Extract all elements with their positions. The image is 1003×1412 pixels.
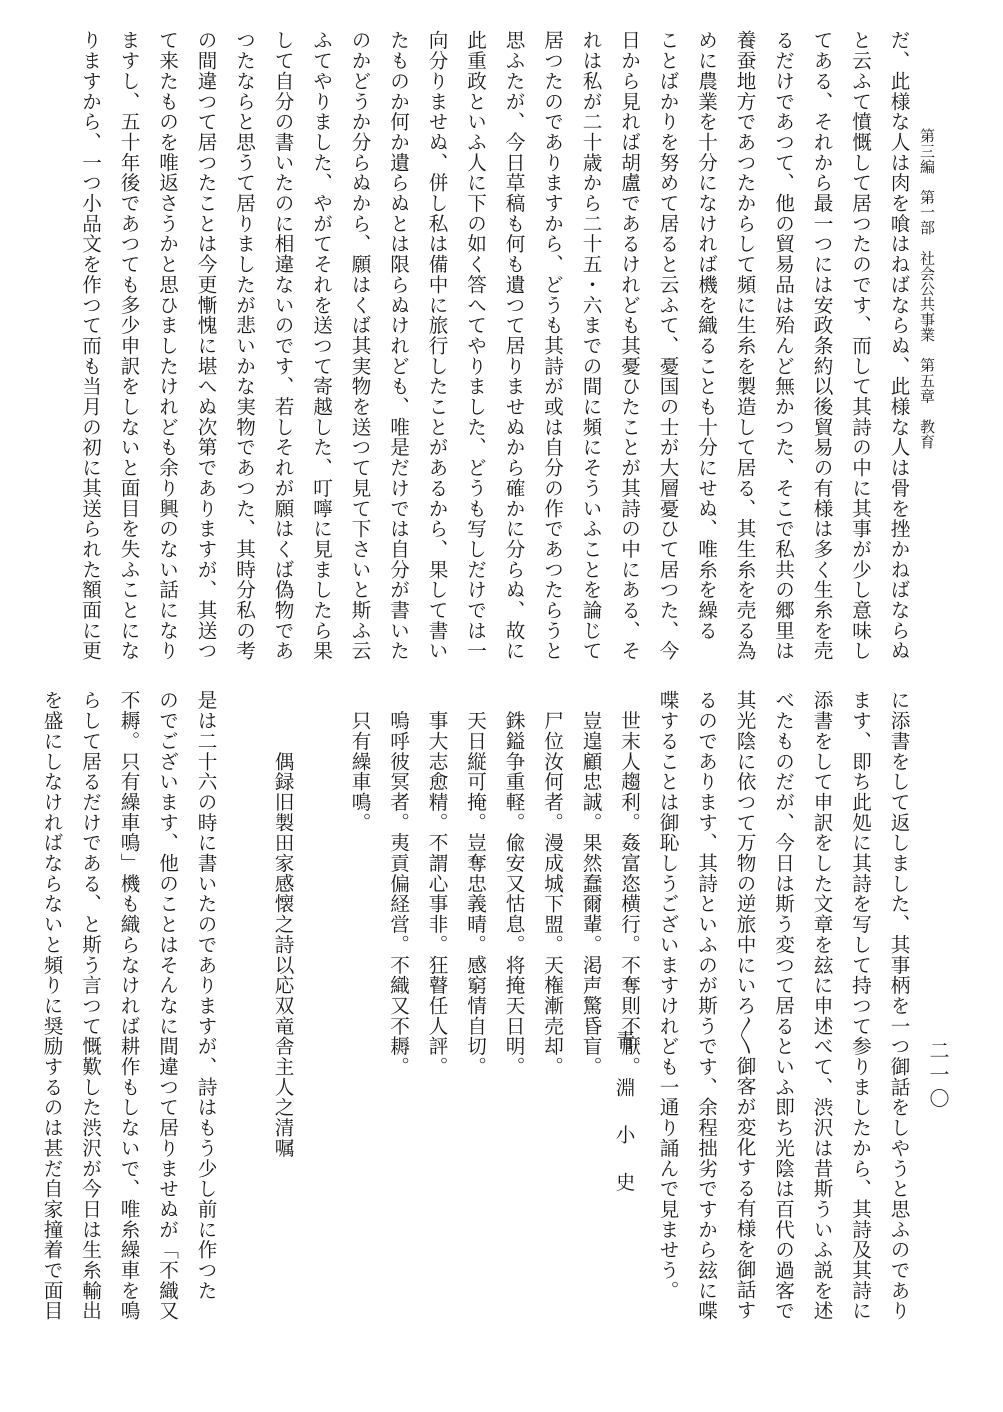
text-column: 日から見れば胡盧であるけれども其憂ひたことが其詩の中にある、そ — [617, 30, 641, 661]
text-column: 思ふたが、今日草稿も何も遺つて居りませぬから確かに分らぬ、故に — [502, 30, 525, 661]
text-column: 不耨。只有繰車鳴」機も織らなければ耕作もしないで、唯糸繰車を鳴 — [117, 690, 140, 1321]
text-column: 偶録旧製田家感懐之詩以応双竜舎主人之清嘱 — [271, 690, 294, 1159]
text-column: 豈遑顧忠誠。果然蠢爾輩。渇声驚昏盲。 — [579, 690, 602, 1077]
text-column: ますし、五十年後であつても多少申訳をしないと面目を失ふことにな — [117, 30, 140, 661]
text-column: 此重政といふ人に下の如く答へてやりました、どうも写しだけでは一 — [463, 30, 487, 661]
text-column: て来たものを唯返さうかと思ひましたけれども余り興のない話になり — [155, 30, 179, 661]
text-column: ます、即ち此処に其詩を写して持つて参りましたから、其詩及其詩に — [848, 690, 872, 1321]
text-column: 尸位汝何者。漫成城下盟。天権漸売却。 — [540, 690, 564, 1077]
text-column: 是は二十六の時に書いたのでありますが、詩はもう少し前に作つた — [194, 690, 217, 1301]
text-column: 世末人趨利。姦富恣横行。不奪則不厭。 — [617, 690, 641, 1077]
text-column: つたならと思うて居りましたが悲いかな実物であつた、其時分私の考 — [232, 30, 256, 661]
text-column: 事大志愈精。不謂心事非。狂瞽任人評。 — [425, 690, 448, 1077]
text-column: 天日縦可掩。豈奪忠義晴。感窮情自切。 — [463, 690, 487, 1077]
text-column: らして居るだけである、と斯う言つて慨歎した渋沢が今日は生糸輸出 — [78, 690, 102, 1321]
text-column: べたものだが、今日は斯う変つて居るといふ即ち光陰は百代の過客で — [771, 690, 795, 1321]
text-column: ふてやりました、やがてそれを送つて寄越した、叮嚀に見ましたら果 — [309, 30, 333, 661]
text-column: りますから、一つ小品文を作つて而も当月の初に其送られた額面に更 — [78, 30, 102, 661]
running-head: 第三編 第一部 社会公共事業 第五章 教育 — [918, 128, 936, 450]
text-column: るのであります、其詩といふのが斯うです、余程拙劣ですから玆に喋 — [694, 690, 718, 1321]
text-column: 養蚕地方であつたからして頻に生糸を製造して居る、其生糸を売る為 — [733, 30, 756, 661]
text-column: 其光陰に依つて万物の逆旅中にいろ〳〵御客が変化する有様を御話す — [733, 690, 756, 1321]
text-column: めに農業を十分になければ機を織ることも十分にせぬ、唯糸を繰る — [694, 30, 718, 641]
text-column: 向分りませぬ、併し私は備中に旅行したことがあるから、果して書い — [425, 30, 448, 661]
text-column: 嗚呼彼冥者。夷貢偏経営。不織又不耨。 — [386, 690, 410, 1077]
text-column: るだけであつて、他の貿易品は殆んど無かつた、そこで私共の郷里は — [771, 30, 795, 661]
text-column: のでございます、他のことはそんなに間違つて居りませぬが「不織又 — [155, 690, 179, 1321]
text-column: てある、それから最一つには安政条約以後貿易の有様は多く生糸を売 — [810, 30, 833, 661]
text-column: だ、此様な人は肉を喰はねばならぬ、此様な人は骨を挫かねばならぬ — [887, 30, 910, 661]
text-column: の間違つて居つたことは今更慚愧に堪へぬ次第でありますが、其送つ — [194, 30, 217, 661]
text-column: に添書をして返しました、其事柄を一つ御話をしやうと思ふのであり — [887, 690, 910, 1321]
text-column: 銖鎰争重軽。偸安又怙息。将掩天日明。 — [502, 690, 525, 1077]
text-column: して自分の書いたのに相違ないのです、若しそれが願はくば偽物であ — [271, 30, 294, 661]
text-column: のかどうか分らぬから、願はくば其実物を送つて見て下さいと斯ふ云 — [348, 30, 371, 661]
text-column: れは私が二十歳から二十五・六までの間に頻にそういふことを論じて — [579, 30, 602, 661]
text-column: を盛にしなければならないと頻りに奨励するのは甚だ自家撞着で面目 — [40, 690, 63, 1321]
text-column: 居つたのでありますから、どうも其詩が或は自分の作であつたらうと — [540, 30, 564, 661]
text-column: たものか何か遺らぬとは限らぬけれども、唯是だけでは自分が書いた — [386, 30, 410, 661]
text-column: ことばかりを努めて居ると云ふて、憂国の士が大層憂ひて居つた、今 — [656, 30, 679, 661]
signature: 青 淵 小 史 — [612, 1030, 635, 1196]
text-column: 只有繰車鳴。 — [348, 690, 371, 833]
text-column: 喋することは御恥しうございますけれども一通り誦んで見ませう。 — [656, 690, 679, 1301]
text-column: 添書をして申訳をした文章を玆に申述べて、渋沢は昔斯ういふ説を述 — [810, 690, 833, 1321]
text-column: と云ふて憤慨して居つたのです、而して其詩の中に其事が少し意味し — [848, 30, 872, 661]
page-number: 二一〇 — [926, 1040, 950, 1112]
